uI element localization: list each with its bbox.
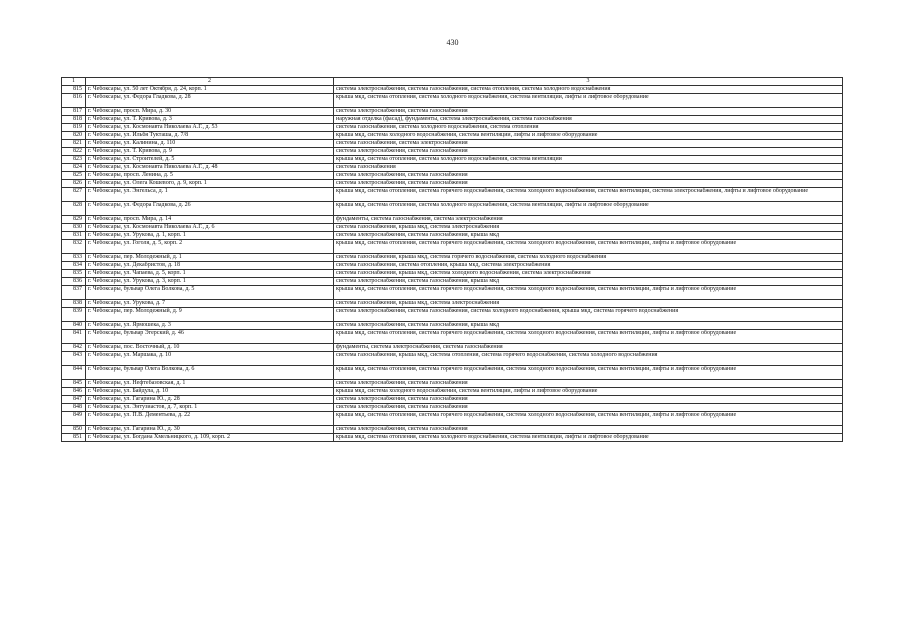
row-address: г. Чебоксары, ул. Калинина, д. 110 <box>86 140 334 148</box>
row-address: г. Чебоксары, бульвар Олега Волкова, д. 6 <box>86 366 334 380</box>
table-row <box>62 180 843 188</box>
table-row <box>62 124 843 132</box>
row-works: система электроснабжения, система газоснабжения <box>334 172 843 180</box>
row-works: крыша мкд, система отопления, система горячего водоснабжения, система холодного водоснабжения, система вентиляции, лифты и лифтовое оборудование <box>334 286 843 300</box>
row-address: г. Чебоксары, ул. Чапаева, д. 5, корп. 1 <box>86 270 334 278</box>
row-number: 845 <box>62 380 86 388</box>
row-number: 835 <box>62 270 86 278</box>
row-works: крыша мкд, система отопления, система холодного водоснабжения, система вентиляции, лифты и лифтовое оборудование <box>334 434 843 442</box>
row-number: 815 <box>62 86 86 94</box>
table-row <box>62 412 843 426</box>
row-number: 830 <box>62 224 86 232</box>
row-works: фундаменты, система электроснабжения, система газоснабжения <box>334 344 843 352</box>
row-address: г. Чебоксары, ул. Т. Кривова, д. 9 <box>86 148 334 156</box>
table-header <box>62 78 843 86</box>
row-works: система электроснабжения, система газоснабжения <box>334 396 843 404</box>
row-address: г. Чебоксары, ул. Энтузиастов, д. 7, корп. 1 <box>86 404 334 412</box>
table-row <box>62 188 843 202</box>
row-number: 828 <box>62 202 86 216</box>
row-works: крыша мкд, система отопления, система холодного водоснабжения, система вентиляции, лифты и лифтовое оборудование <box>334 202 843 216</box>
row-works: система газоснабжения, крыша мкд, система горячего водоснабжения, система холодного водоснабжения <box>334 254 843 262</box>
table-row <box>62 94 843 108</box>
row-address: г. Чебоксары, ул. Декабристов, д. 18 <box>86 262 334 270</box>
row-works: система электроснабжения, система газоснабжения, крыша мкд <box>334 278 843 286</box>
row-works: система газоснабжения, крыша мкд, система электроснабжения <box>334 300 843 308</box>
table-body <box>62 86 843 442</box>
row-address: г. Чебоксары, ул. Ярмошека, д. 3 <box>86 322 334 330</box>
row-works: система газоснабжения, система отопления, крыша мкд, система электроснабжения <box>334 262 843 270</box>
row-number: 841 <box>62 330 86 344</box>
row-works: крыша мкд, система холодного водоснабжения, система вентиляции, лифты и лифтовое оборудование <box>334 132 843 140</box>
row-address: г. Чебоксары, просп. Ленина, д. 5 <box>86 172 334 180</box>
table-row <box>62 148 843 156</box>
row-number: 848 <box>62 404 86 412</box>
table-row <box>62 300 843 308</box>
row-number: 843 <box>62 352 86 366</box>
row-works: наружная отделка (фасад), фундаменты, система электроснабжения, система газоснабжения <box>334 116 843 124</box>
table-row <box>62 216 843 224</box>
table-row <box>62 396 843 404</box>
row-address: г. Чебоксары, ул. Олега Кошевого, д. 9, корп. 1 <box>86 180 334 188</box>
table-row <box>62 330 843 344</box>
table-row <box>62 172 843 180</box>
row-address: г. Чебоксары, ул. Гоголя, д. 5, корп. 2 <box>86 240 334 254</box>
table-row <box>62 286 843 300</box>
table-row <box>62 352 843 366</box>
table-row <box>62 240 843 254</box>
row-address: г. Чебоксары, ул. Байдула, д. 10 <box>86 388 334 396</box>
row-works: система электроснабжения, система газоснабжения, система холодного водоснабжения, крыша мкд, система горячего водоснабжения <box>334 308 843 322</box>
row-works: крыша мкд, система отопления, система холодного водоснабжения, система вентиляции <box>334 156 843 164</box>
column-header-works: 3 <box>334 78 843 86</box>
row-number: 832 <box>62 240 86 254</box>
row-works: система газоснабжения, система электроснабжения <box>334 140 843 148</box>
row-works: система электроснабжения, система газоснабжения, крыша мкд <box>334 232 843 240</box>
table-row <box>62 434 843 442</box>
table-row <box>62 404 843 412</box>
row-works: крыша мкд, система холодного водоснабжения, система вентиляции, лифты и лифтовое оборудование <box>334 388 843 396</box>
row-number: 827 <box>62 188 86 202</box>
column-header-number: 1 <box>62 78 86 86</box>
row-address: г. Чебоксары, ул. Космонавта Николаева А.Г., д. 6 <box>86 224 334 232</box>
row-number: 840 <box>62 322 86 330</box>
row-number: 836 <box>62 278 86 286</box>
row-number: 847 <box>62 396 86 404</box>
row-works: система электроснабжения, система газоснабжения, система отопления, система холодного водоснабжения <box>334 86 843 94</box>
table-row <box>62 308 843 322</box>
row-number: 850 <box>62 426 86 434</box>
table-row <box>62 278 843 286</box>
row-address: г. Чебоксары, ул. Богдана Хмельницкого, д. 109, корп. 2 <box>86 434 334 442</box>
row-address: г. Чебоксары, ул. Гагарина Ю., д. 28 <box>86 396 334 404</box>
row-number: 826 <box>62 180 86 188</box>
table-row <box>62 270 843 278</box>
table-row <box>62 426 843 434</box>
row-address: г. Чебоксары, ул. Т. Кривова, д. 3 <box>86 116 334 124</box>
row-address: г. Чебоксары, просп. Мира, д. 14 <box>86 216 334 224</box>
row-works: система электроснабжения, система газоснабжения <box>334 180 843 188</box>
row-works: система электроснабжения, система газоснабжения <box>334 108 843 116</box>
row-address: г. Чебоксары, ул. Урукова, д. 7 <box>86 300 334 308</box>
row-address: г. Чебоксары, ул. Федора Гладкова, д. 28 <box>86 94 334 108</box>
row-works: система газоснабжения, система холодного водоснабжения, система отопления <box>334 124 843 132</box>
row-address: г. Чебоксары, ул. Ильбя Тукташа, д. 7/8 <box>86 132 334 140</box>
row-works: крыша мкд, система отопления, система горячего водоснабжения, система холодного водоснабжения, система вентиляции, лифты и лифтовое оборудование <box>334 240 843 254</box>
row-number: 825 <box>62 172 86 180</box>
row-number: 821 <box>62 140 86 148</box>
table-header-row <box>62 78 843 86</box>
row-address: г. Чебоксары, бульвар Олега Волкова, д. 5 <box>86 286 334 300</box>
row-number: 816 <box>62 94 86 108</box>
row-number: 844 <box>62 366 86 380</box>
row-address: г. Чебоксары, ул. Маршака, д. 10 <box>86 352 334 366</box>
row-works: система электроснабжения, система газоснабжения, крыша мкд <box>334 322 843 330</box>
row-address: г. Чебоксары, ул. Энгельса, д. 1 <box>86 188 334 202</box>
table-row <box>62 380 843 388</box>
row-address: г. Чебоксары, пер. Молодежный, д. 9 <box>86 308 334 322</box>
row-works: крыша мкд, система отопления, система горячего водоснабжения, система холодного водоснабжения, система вентиляции, лифты и лифтовое оборудование <box>334 412 843 426</box>
row-works: система электроснабжения, система газоснабжения <box>334 404 843 412</box>
row-number: 833 <box>62 254 86 262</box>
page-number: 430 <box>446 38 459 47</box>
table-row <box>62 202 843 216</box>
row-works: система газоснабжения <box>334 164 843 172</box>
table-row <box>62 140 843 148</box>
row-works: крыша мкд, система отопления, система холодного водоснабжения, система вентиляции, лифты и лифтовое оборудование <box>334 94 843 108</box>
row-number: 819 <box>62 124 86 132</box>
table-row <box>62 344 843 352</box>
row-address: г. Чебоксары, ул. Урукова, д. 3, корп. 1 <box>86 278 334 286</box>
table-row <box>62 262 843 270</box>
table-row <box>62 132 843 140</box>
row-number: 851 <box>62 434 86 442</box>
row-address: г. Чебоксары, пос. Восточный, д. 10 <box>86 344 334 352</box>
table-row <box>62 232 843 240</box>
row-works: система газоснабжения, крыша мкд, система отопления, система горячего водоснабжения, система холодного водоснабжения <box>334 352 843 366</box>
row-number: 842 <box>62 344 86 352</box>
table-row <box>62 388 843 396</box>
row-address: г. Чебоксары, ул. Космонавта Николаева А.Г., д. 48 <box>86 164 334 172</box>
table-row <box>62 254 843 262</box>
row-address: г. Чебоксары, ул. Урукова, д. 1, корп. 1 <box>86 232 334 240</box>
table-row <box>62 156 843 164</box>
row-works: система газоснабжения, крыша мкд, система электроснабжения <box>334 224 843 232</box>
row-number: 818 <box>62 116 86 124</box>
row-number: 823 <box>62 156 86 164</box>
row-works: система электроснабжения, система газоснабжения <box>334 148 843 156</box>
row-number: 846 <box>62 388 86 396</box>
row-number: 839 <box>62 308 86 322</box>
row-works: система электроснабжения, система газоснабжения <box>334 426 843 434</box>
column-header-address: 2 <box>86 78 334 86</box>
buildings-registry-table <box>61 77 843 442</box>
row-number: 834 <box>62 262 86 270</box>
table-row <box>62 164 843 172</box>
row-address: г. Чебоксары, просп. Мира, д. 30 <box>86 108 334 116</box>
row-number: 838 <box>62 300 86 308</box>
row-address: г. Чебоксары, ул. Нефтебазовская, д. 1 <box>86 380 334 388</box>
row-number: 822 <box>62 148 86 156</box>
row-works: система газоснабжения, крыша мкд, система холодного водоснабжения, система электроснабжения <box>334 270 843 278</box>
row-number: 849 <box>62 412 86 426</box>
table-row <box>62 224 843 232</box>
row-works: крыша мкд, система отопления, система горячего водоснабжения, система холодного водоснабжения, система вентиляции, лифты и лифтовое оборудование <box>334 330 843 344</box>
row-number: 817 <box>62 108 86 116</box>
row-address: г. Чебоксары, ул. Гагарина Ю., д. 30 <box>86 426 334 434</box>
row-works: фундаменты, система газоснабжения, система электроснабжения <box>334 216 843 224</box>
row-address: г. Чебоксары, бульвар Эгерский, д. 46 <box>86 330 334 344</box>
row-number: 831 <box>62 232 86 240</box>
row-address: г. Чебоксары, ул. П.В. Дементьева, д. 22 <box>86 412 334 426</box>
row-works: система электроснабжения, система газоснабжения <box>334 380 843 388</box>
row-works: крыша мкд, система отопления, система горячего водоснабжения, система холодного водоснабжения, система вентиляции, лифты и лифтовое оборудование <box>334 366 843 380</box>
table-row <box>62 108 843 116</box>
table-row <box>62 116 843 124</box>
row-address: г. Чебоксары, пер. Молодежный, д. 1 <box>86 254 334 262</box>
table-row <box>62 366 843 380</box>
table-row <box>62 86 843 94</box>
table-row <box>62 322 843 330</box>
row-address: г. Чебоксары, ул. Строителей, д. 5 <box>86 156 334 164</box>
row-number: 829 <box>62 216 86 224</box>
row-address: г. Чебоксары, ул. Федора Гладкова, д. 26 <box>86 202 334 216</box>
row-number: 820 <box>62 132 86 140</box>
row-works: крыша мкд, система отопления, система горячего водоснабжения, система холодного водоснабжения, система вентиляции, система электроснабжения, лифты и лифтовое оборудование <box>334 188 843 202</box>
row-number: 824 <box>62 164 86 172</box>
row-address: г. Чебоксары, ул. 50 лет Октября, д. 24, корп. 1 <box>86 86 334 94</box>
row-number: 837 <box>62 286 86 300</box>
row-address: г. Чебоксары, ул. Космонавта Николаева А.Г., д. 53 <box>86 124 334 132</box>
